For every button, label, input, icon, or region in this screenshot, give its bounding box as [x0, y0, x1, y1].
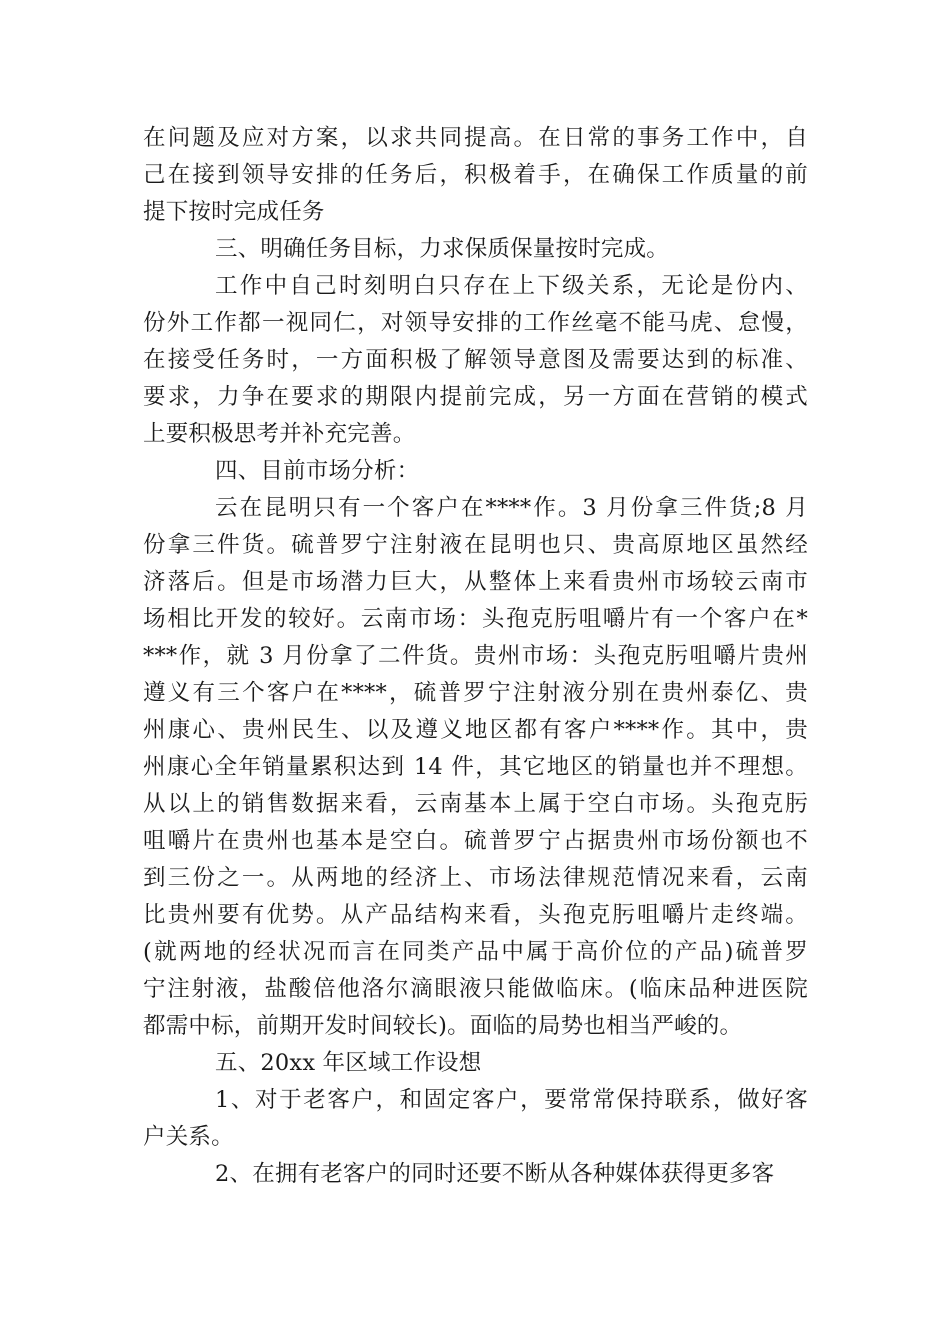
text-line: 2、在拥有老客户的同时还要不断从各种媒体获得更多客: [215, 1161, 775, 1187]
paragraph: [143, 1045, 808, 1082]
paragraph: [143, 453, 808, 490]
text-line: 济落后。但是市场潜力巨大，从整体上来看贵州市场较云南市: [143, 569, 808, 595]
text-line: 三、明确任务目标，力求保质保量按时完成。: [215, 236, 670, 262]
paragraph: [143, 1082, 808, 1156]
text-line: 己在接到领导安排的任务后，积极着手，在确保工作质量的前: [143, 162, 808, 188]
text-line: 州康心、贵州民生、以及遵义地区都有客户****作。其中，贵: [143, 717, 808, 743]
text-line: 州康心全年销量累积达到 14 件，其它地区的销量也并不理想。: [143, 754, 808, 780]
text-line: 份外工作都一视同仁，对领导安排的工作丝毫不能马虎、怠慢，: [143, 310, 808, 336]
text-line: 场相比开发的较好。云南市场：头孢克肟咀嚼片有一个客户在*: [143, 606, 808, 632]
text-line: 在问题及应对方案，以求共同提高。在日常的事务工作中，自: [143, 125, 808, 151]
text-line: 四、目前市场分析：: [215, 458, 420, 484]
text-line: ***作，就 3 月份拿了二件货。贵州市场：头孢克肟咀嚼片贵州: [143, 643, 808, 669]
text-line: 都需中标，前期开发时间较长)。面临的局势也相当严峻的。: [143, 1013, 743, 1039]
text-line: 到三份之一。从两地的经济上、市场法律规范情况来看，云南: [143, 865, 808, 891]
paragraph: [143, 1156, 808, 1193]
text-line: 比贵州要有优势。从产品结构来看，头孢克肟咀嚼片走终端。: [143, 902, 808, 928]
text-line: 遵义有三个客户在****，硫普罗宁注射液分别在贵州泰亿、贵: [143, 680, 808, 706]
text-line: 户关系。: [143, 1124, 234, 1150]
text-line: 咀嚼片在贵州也基本是空白。硫普罗宁占据贵州市场份额也不: [143, 828, 808, 854]
text-line: 上要积极思考并补充完善。: [143, 421, 416, 447]
text-line: (就两地的经状况而言在同类产品中属于高价位的产品)硫普罗: [143, 939, 808, 965]
text-line: 份拿三件货。硫普罗宁注射液在昆明也只、贵高原地区虽然经: [143, 532, 808, 558]
text-line: 从以上的销售数据来看，云南基本上属于空白市场。头孢克肟: [143, 791, 808, 817]
text-line: 五、20xx 年区域工作设想: [215, 1050, 482, 1076]
text-line: 1、对于老客户，和固定客户，要常常保持联系，做好客: [215, 1087, 808, 1113]
text-line: 要求，力争在要求的期限内提前完成，另一方面在营销的模式: [143, 384, 808, 410]
paragraph: [143, 120, 808, 231]
text-line: 宁注射液，盐酸倍他洛尔滴眼液只能做临床。(临床品种进医院: [143, 976, 808, 1002]
document-body: [143, 120, 808, 1193]
paragraph: [143, 490, 808, 1045]
paragraph: [143, 268, 808, 453]
text-line: 工作中自己时刻明白只存在上下级关系，无论是份内、: [215, 273, 808, 299]
paragraph: [143, 231, 808, 268]
text-line: 提下按时完成任务: [143, 199, 325, 225]
text-line: 云在昆明只有一个客户在****作。3 月份拿三件货;8 月: [215, 495, 808, 521]
text-line: 在接受任务时，一方面积极了解领导意图及需要达到的标准、: [143, 347, 808, 373]
